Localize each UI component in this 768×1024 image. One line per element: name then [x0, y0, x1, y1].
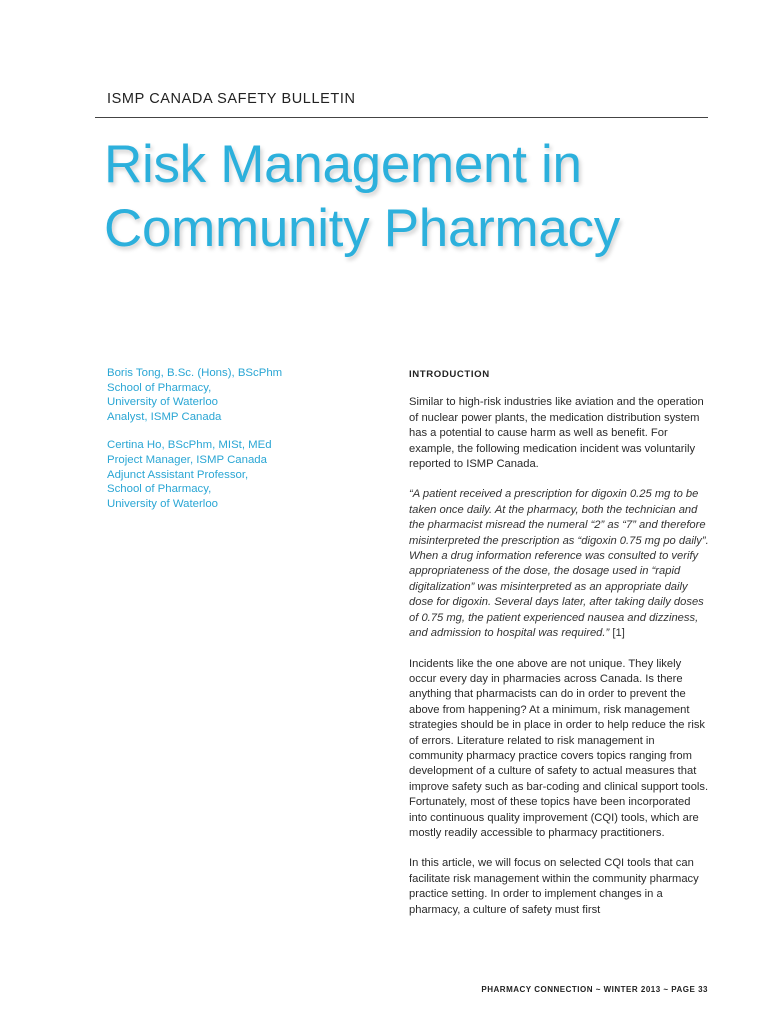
incident-quote — [409, 487, 709, 641]
section-heading-introduction: INTRODUCTION — [409, 369, 490, 380]
author-block-1 — [107, 366, 347, 424]
article-paragraph: Similar to high-risk industries like aviation and the operation of nuclear power plants, the medication distribution system has a potential to cause harm as well as benefit. For example, the following medication incident was voluntarily reported to ISMP Canada. — [409, 396, 704, 471]
article-column — [409, 367, 709, 933]
header-divider — [95, 117, 708, 118]
author-1-name: Boris Tong, B.Sc. (Hons), BScPhm — [107, 367, 283, 379]
author-2-affiliation: School of Pharmacy, — [107, 483, 212, 496]
author-2-affiliation: Project Manager, ISMP Canada — [107, 453, 267, 466]
author-1-affiliation: School of Pharmacy, — [107, 381, 212, 394]
quote-text: “A patient received a prescription for digoxin 0.25 mg to be taken once daily. At the pharmacy, both the technician and the pharmacist misread the numeral “2” as “7” and therefore misinterpreted the prescription as “digoxin 0.75 mg po daily”. When a drug information reference was consulted to verify appropriateness of the dose, the dosage used in “rapid digitalization” was misinterpreted as an appropriate daily dose for digoxin. Several days later, after taking daily doses of 0.75 mg, the patient experienced nausea and dizziness, and admission to hospital was required.” — [409, 488, 709, 640]
page-footer: PHARMACY CONNECTION ~ WINTER 2013 ~ PAGE 33 — [481, 985, 708, 994]
author-2-name: Certina Ho, BScPhm, MISt, MEd — [107, 439, 272, 452]
title-line-1: Risk Management in — [104, 135, 582, 194]
bulletin-kicker: ISMP CANADA SAFETY BULLETIN — [107, 91, 356, 107]
author-1-affiliation: Analyst, ISMP Canada — [107, 410, 222, 423]
author-1-affiliation: University of Waterloo — [107, 396, 218, 409]
page-title — [104, 133, 724, 261]
article-paragraph: Incidents like the one above are not unique. They likely occur every day in pharmacies across Canada. Is there anything that pharmacists can do in order to prevent the above from happening? At a minimum, risk management strategies should be in place in order to help reduce the risk of errors. Literature related to risk management in community pharmacy practice covers topics ranging from development of a culture of safety to actual measures that improve safety such as bar-coding and clinical support tools. Fortunately, most of these topics have been incorporated into continuous quality improvement (CQI) tools, which are mostly readily accessible to pharmacy practitioners. — [409, 657, 709, 839]
citation-reference: [1] — [612, 627, 625, 640]
author-2-affiliation: Adjunct Assistant Professor, — [107, 468, 249, 481]
author-credits — [107, 366, 347, 525]
article-paragraph: In this article, we will focus on selected CQI tools that can facilitate risk management within the community pharmacy practice setting. In order to implement changes in a pharmacy, a culture of safety must first — [409, 857, 699, 916]
title-line-2: Community Pharmacy — [104, 199, 620, 258]
author-2-affiliation: University of Waterloo — [107, 497, 218, 510]
author-block-2 — [107, 438, 347, 511]
